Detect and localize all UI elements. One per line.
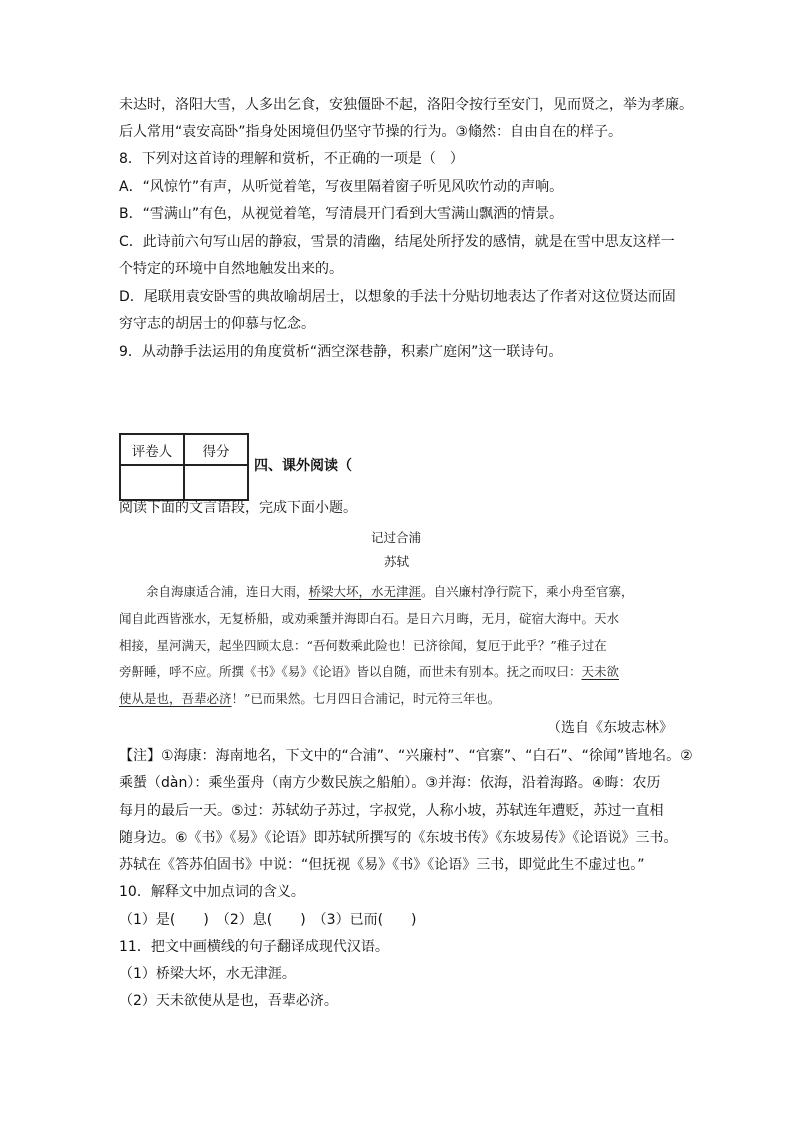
passage-title: 记过合浦 — [371, 530, 422, 545]
note-line-4: 随身边。⑥《书》《易》《论语》即苏轼所撰写的《东坡书传》《东坡易传》《论语说》三书。 — [119, 830, 678, 846]
passage-text: ！”已而果然。七月四日合浦记，时元符三年也。 — [231, 691, 501, 706]
question-10-stem: 10．解释文中加点词的含义。 — [119, 884, 305, 900]
section-title: 四、课外阅读（ — [254, 458, 352, 474]
intro-line-1: 未达时，洛阳大雪，人多出乞食，安独僵卧不起，洛阳令按行至安门，见而贤之，举为孝廉。 — [119, 97, 693, 113]
note-line-3: 每月的最后一天。⑤过：苏轼幼子苏过，字叔党，人称小坡，苏轼连年遭贬，苏过一直相 — [119, 803, 664, 819]
question-8-option-b: B．“雪满山”有色，从视觉着笔，写清晨开门看到大雪满山飘洒的情景。 — [119, 206, 564, 222]
score-header: 得分 — [184, 434, 248, 465]
underlined-sentence-1: 桥梁大坏，水无津涯 — [308, 584, 422, 599]
passage-source: （选自《东坡志林》 — [547, 720, 673, 736]
question-8-option-d-line-2: 穷守志的胡居士的仰慕与忆念。 — [119, 316, 315, 332]
underlined-sentence-2a: 天未欲 — [581, 664, 620, 679]
grader-cell[interactable] — [120, 465, 184, 500]
intro-line-2: 后人常用“袁安高卧”指身处困境但仍坚守节操的行为。③翛然：自由自在的样子。 — [119, 124, 623, 140]
passage-line-5 — [119, 689, 500, 709]
question-8-stem: 8．下列对这首诗的理解和赏析，不正确的一项是（ ） — [119, 151, 464, 167]
passage-text: 旁鼾睡，呼不应。所撰《书》《易》《论语》皆以自随，而世未有别本。抚之而叹曰： — [119, 664, 582, 679]
note-line-1: 【注】①海康：海南地名，下文中的“合浦”、“兴廉村”、“官寨”、“白石”、“徐闻”皆地名。② — [119, 748, 693, 764]
passage-line-3: 相接，星河满天，起坐四顾太息：“吾何数乘此险也！已济徐闻，复厄于此乎？”稚子过在 — [119, 638, 607, 653]
note-line-5: 苏轼在《答苏伯固书》中说：“但抚视《易》《书》《论语》三书，即觉此生不虚过也。” — [119, 857, 645, 873]
passage-line-1 — [146, 582, 634, 602]
grader-header: 评卷人 — [120, 434, 184, 465]
question-8-option-c-line-1: C．此诗前六句写山居的静寂，雪景的清幽，结尾处所抒发的感情，就是在雪中思友这样一 — [119, 234, 675, 250]
question-11-item-2: （2）天未欲使从是也，吾辈必济。 — [119, 993, 338, 1009]
passage-author: 苏轼 — [384, 554, 410, 569]
passage-line-4 — [119, 662, 619, 682]
reading-instruction: 阅读下面的文言语段，完成下面小题。 — [119, 500, 357, 516]
question-11-item-1: （1）桥梁大坏，水无津涯。 — [119, 966, 296, 982]
question-11-stem: 11．把文中画横线的句子翻译成现代汉语。 — [119, 939, 389, 955]
passage-text: 。自兴廉村净行院下，乘小舟至官寨， — [421, 584, 634, 599]
question-8-option-c-line-2: 个特定的环境中自然地触发出来的。 — [119, 261, 343, 277]
passage-text: 余自海康适合浦，连日大雨， — [146, 584, 309, 599]
passage-line-2: 闻自此西皆涨水，无复桥船，或劝乘蜑并海即白石。是日六月晦，无月，碇宿大海中。天水 — [119, 611, 620, 626]
note-line-2: 乘蜑（dàn）：乘坐蛋舟（南方少数民族之船舶）。③并海：依海，沿着海路。④晦：农历 — [119, 775, 661, 791]
question-8-option-d-line-1: D．尾联用袁安卧雪的典故喻胡居士，以想象的手法十分贴切地表达了作者对这位贤达而固 — [119, 289, 676, 305]
score-cell[interactable] — [184, 465, 248, 500]
question-8-option-a: A．“风惊竹”有声，从听觉着笔，写夜里隔着窗子听见风吹竹动的声响。 — [119, 179, 564, 195]
score-table — [119, 433, 249, 501]
question-9: 9．从动静手法运用的角度赏析“洒空深巷静，积素广庭闲”这一联诗句。 — [119, 344, 563, 360]
underlined-sentence-2b: 使从是也，吾辈必济 — [119, 691, 232, 706]
question-10-items: （1）是( ) （2）息( ) （3）已而( ) — [119, 912, 417, 928]
